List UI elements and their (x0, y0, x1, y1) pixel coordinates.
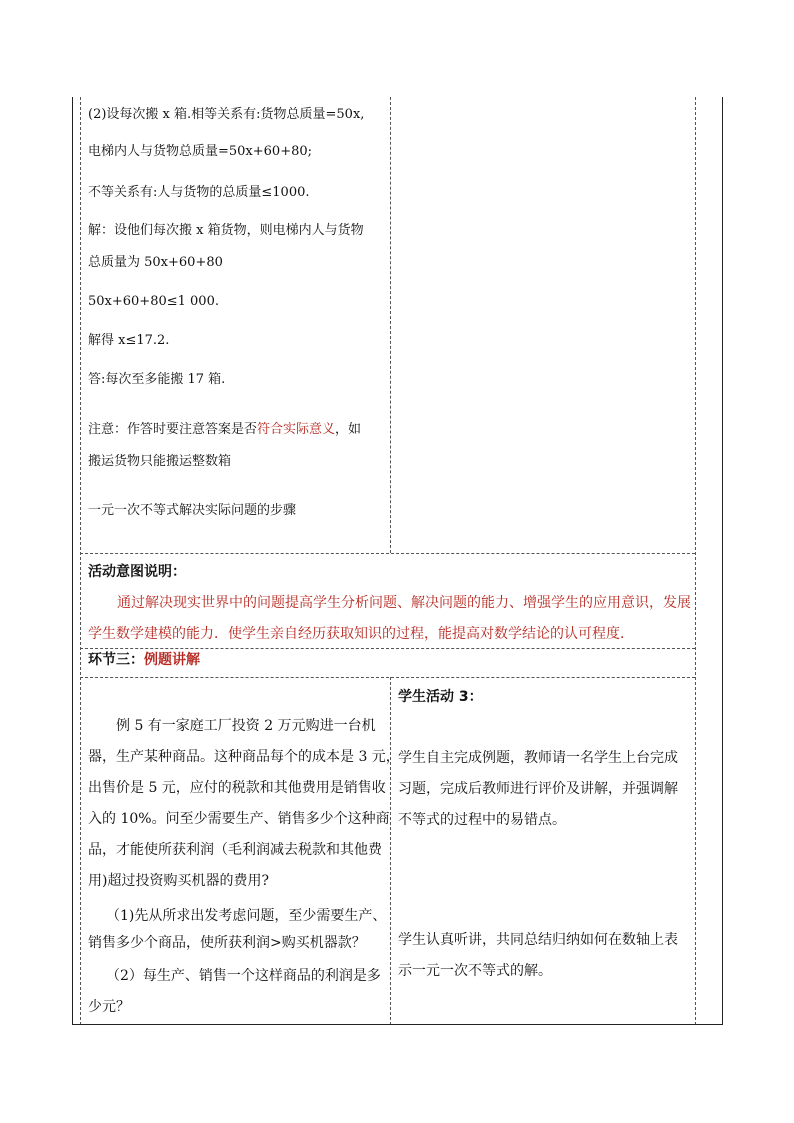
example-line-5: 品，才能使所获利润（毛利润减去税款和其他费 (88, 842, 382, 858)
example-line-1: 例 5 有一家庭工厂投资 2 万元购进一台机 (116, 718, 376, 734)
note-line (88, 421, 361, 439)
example-line-9: （2）每生产、销售一个这样商品的利润是多 (106, 968, 381, 984)
student-activity-b2: 示一元一次不等式的解。 (398, 963, 552, 979)
example-line-4: 入的 10%。问至少需要生产、销售多少个这种商 (88, 811, 390, 827)
student-activity-a1: 学生自主完成例题，教师请一名学生上台完成 (398, 750, 678, 766)
section-3-label: 环节三： (88, 652, 144, 668)
content-left-divider (80, 97, 81, 1025)
student-activity-b1: 学生认真听讲，共同总结归纳如何在数轴上表 (398, 932, 678, 948)
intent-text-line-1: 通过解决现实世界中的问题提高学生分析问题、解决问题的能力、增强学生的应用意识，发展 (117, 595, 691, 611)
note-suffix: ，如 (335, 422, 362, 437)
column-divider-top (390, 97, 391, 553)
example-line-6: 用)超过投资购买机器的费用? (88, 873, 269, 889)
solution-line-6: 50x+60+80≤1 000. (88, 294, 219, 309)
section-3-title: 例题讲解 (144, 652, 200, 668)
example-line-3: 出售价是 5 元，应付的税款和其他费用是销售收 (88, 780, 386, 796)
note-highlight: 符合实际意义 (257, 422, 336, 437)
content-right-divider (695, 97, 696, 1025)
solution-line-2: 电梯内人与货物总质量=50x+60+80; (88, 144, 313, 159)
example-line-2: 器，生产某种商品。这种商品每个的成本是 3 元， (88, 749, 400, 765)
solution-line-5: 总质量为 50x+60+80 (88, 255, 223, 270)
row-divider-1 (80, 553, 695, 554)
student-activity-a3: 不等式的过程中的易错点。 (398, 812, 566, 828)
row-divider-3 (80, 677, 695, 678)
solution-line-1: (2)设每次搬 x 箱.相等关系有:货物总质量=50x, (88, 107, 365, 122)
example-line-8: 销售多少个商品，使所获利润>购买机器款？ (88, 935, 366, 951)
solution-line-3: 不等关系有:人与货物的总质量≤1000. (88, 185, 310, 200)
example-line-10: 少元？ (88, 999, 130, 1015)
intent-text-line-2: 学生数学建模的能力．使学生亲自经历获取知识的过程，能提高对数学结论的认可程度． (88, 626, 634, 642)
table-bottom-border (72, 1024, 722, 1025)
student-activity-a2: 习题，完成后教师进行评价及讲解，并强调解 (398, 781, 678, 797)
solution-line-8: 答:每次至多能搬 17 箱. (88, 372, 226, 387)
student-activity-heading: 学生活动 3： (398, 689, 483, 705)
intent-heading: 活动意图说明： (88, 564, 186, 580)
solution-line-4: 解：设他们每次搬 x 箱货物，则电梯内人与货物 (88, 223, 364, 238)
column-divider-bottom (390, 677, 391, 1025)
note-line-2: 搬运货物只能搬运整数箱 (88, 454, 232, 469)
example-line-7: （1)先从所求出发考虑问题，至少需要生产、 (106, 908, 387, 924)
table-left-border (72, 97, 73, 1025)
note-prefix: 注意：作答时要注意答案是否 (88, 422, 258, 437)
steps-line: 一元一次不等式解决实际问题的步骤 (88, 503, 297, 518)
solution-line-7: 解得 x≤17.2. (88, 333, 170, 348)
table-right-border (722, 97, 723, 1025)
row-divider-2 (80, 648, 695, 649)
section-3-header (88, 651, 200, 669)
